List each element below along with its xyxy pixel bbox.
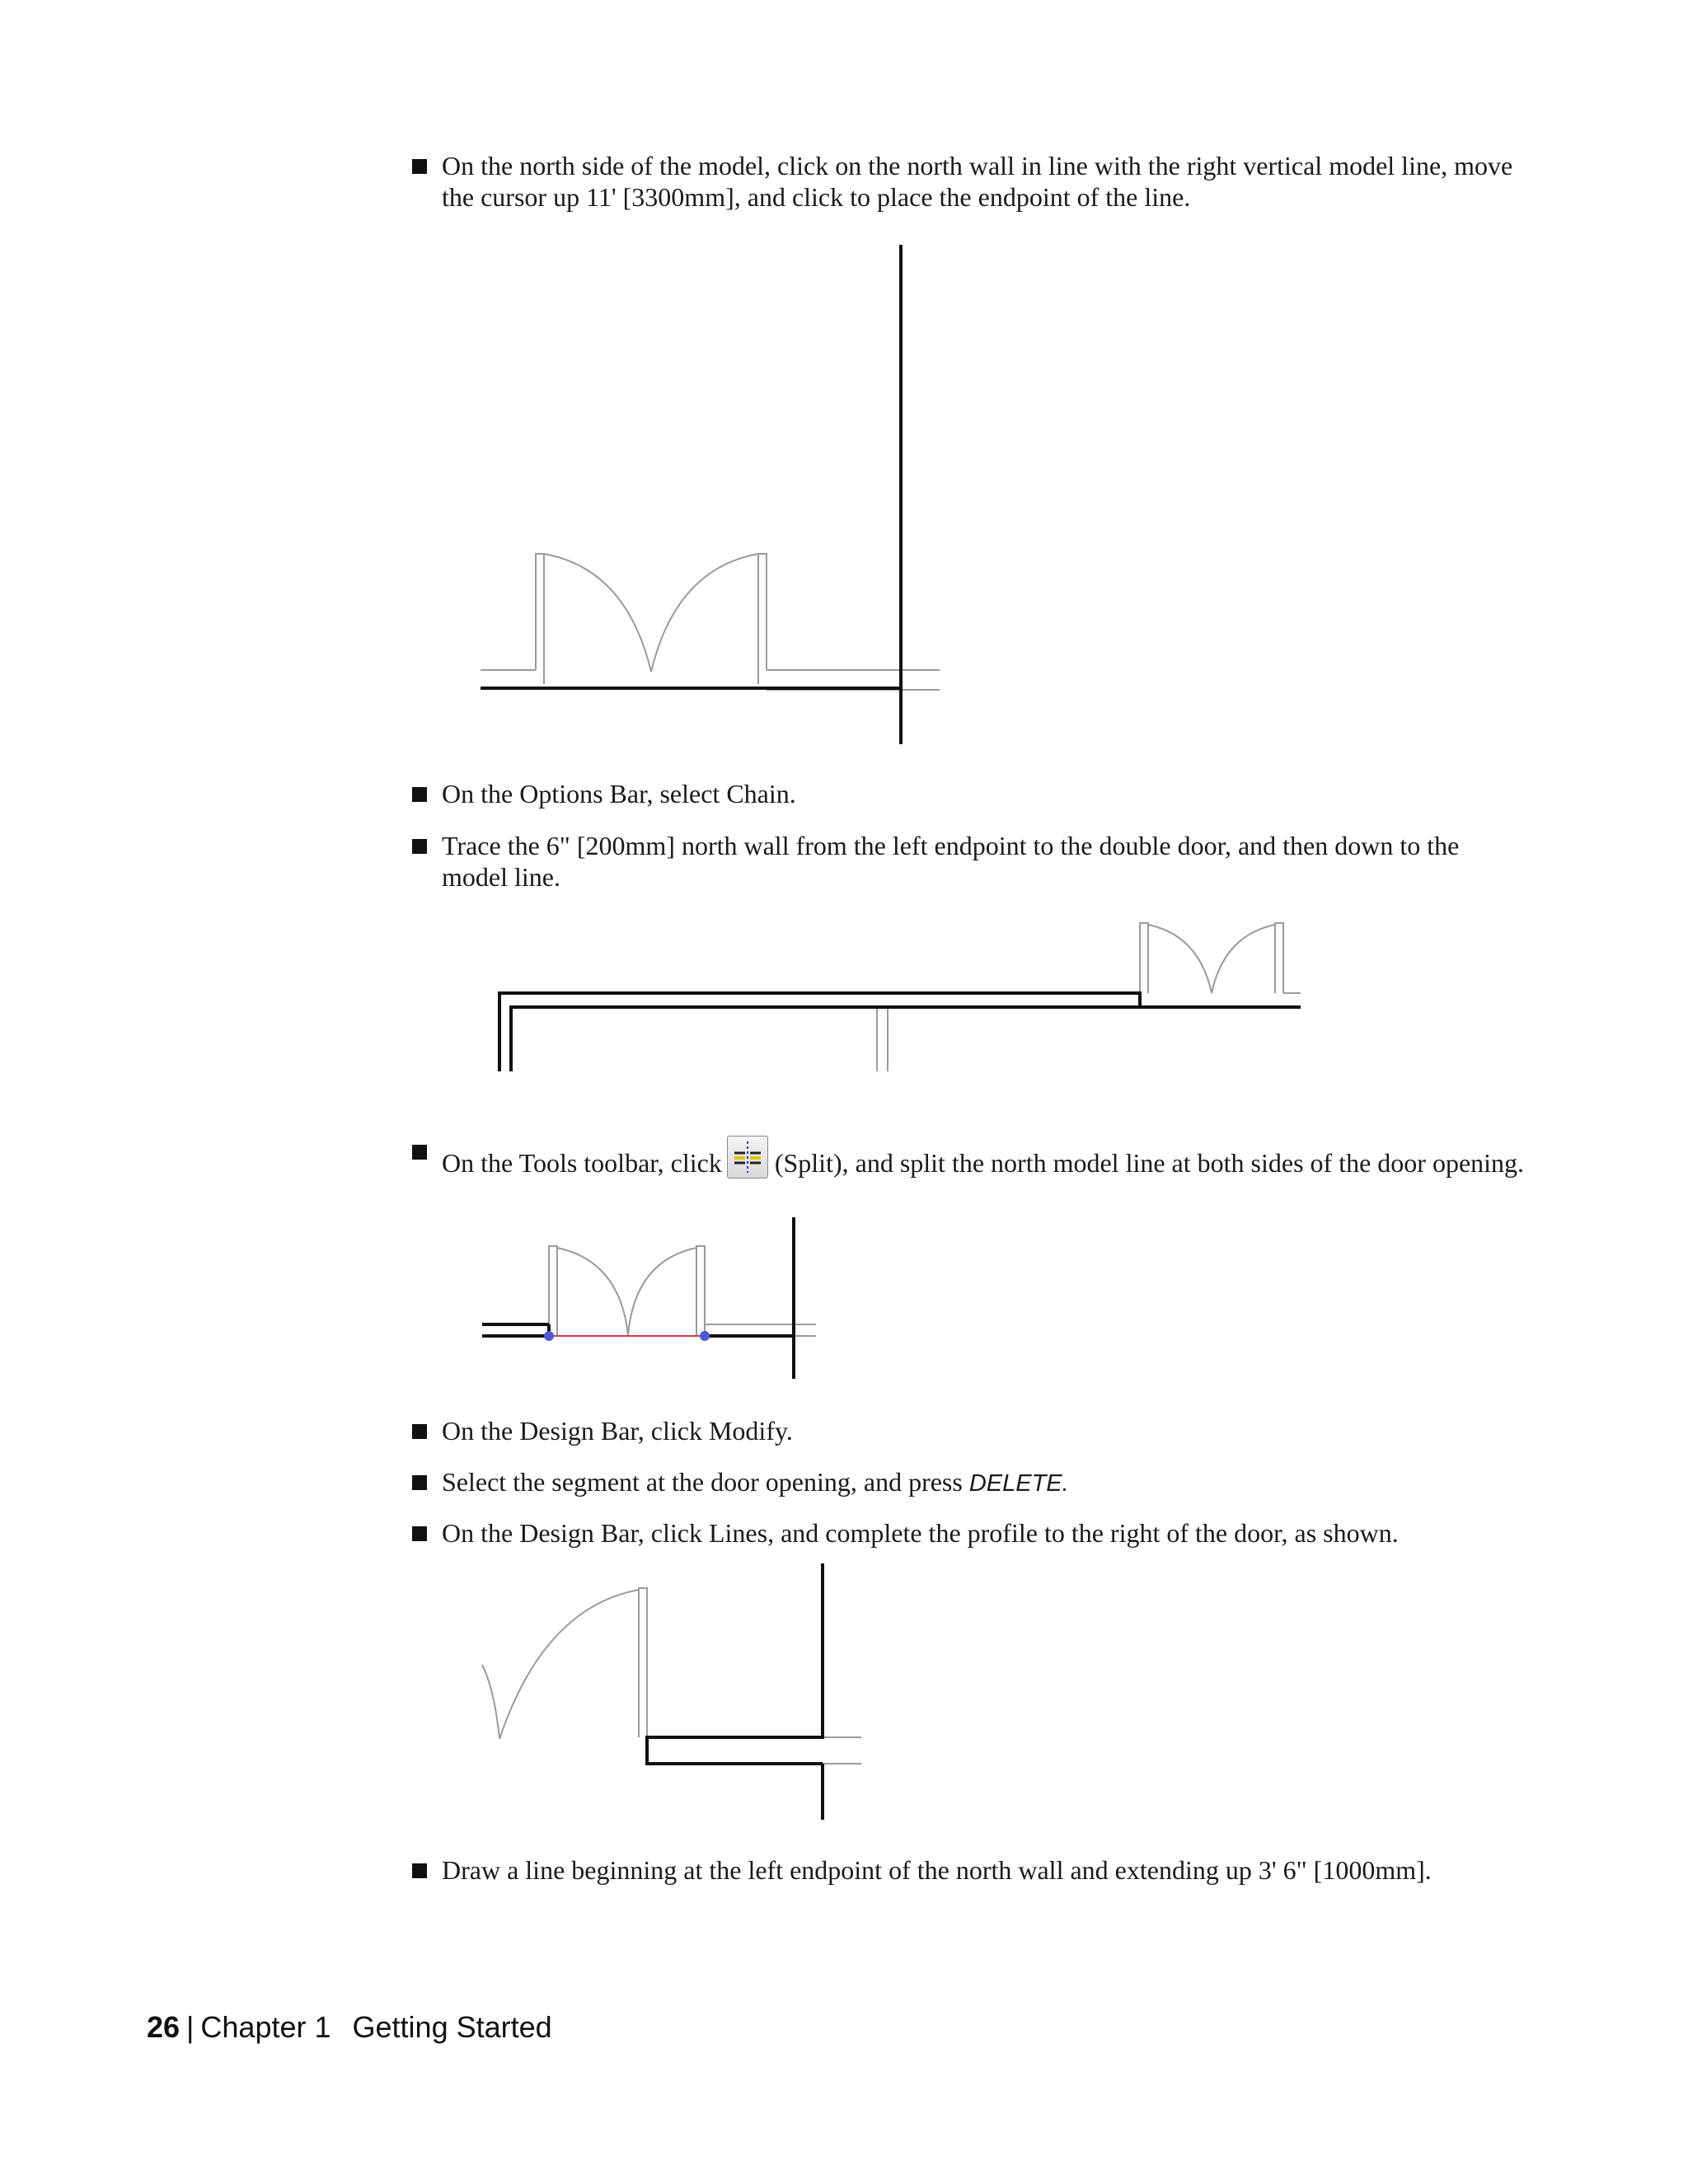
instruction-step-8	[442, 1854, 1530, 1886]
step-text: On the Options Bar, select Chain.	[442, 779, 796, 808]
instruction-step-1	[442, 150, 1530, 213]
bullet-icon	[412, 1145, 427, 1160]
instruction-step-5	[442, 1415, 1530, 1446]
split-tool-icon[interactable]	[727, 1136, 768, 1179]
bullet-icon	[412, 787, 427, 802]
step-text: On the Design Bar, click Lines, and complete the profile to the right of the door, as shown.	[442, 1518, 1399, 1548]
step-text-before: On the Tools toolbar, click	[442, 1148, 722, 1178]
bullet-icon	[412, 1863, 427, 1878]
figure-chain-trace-wall	[486, 915, 1311, 1080]
bullet-icon	[412, 1424, 427, 1439]
instruction-step-3	[442, 830, 1530, 893]
page-footer	[147, 2009, 552, 2046]
figure-north-wall-vertical-line	[462, 239, 956, 766]
chapter-title: Getting Started	[352, 2010, 552, 2044]
figure-split-door-opening	[474, 1212, 828, 1385]
page-number: 26	[147, 2010, 181, 2044]
figure-completed-profile	[470, 1558, 874, 1830]
step-text: Trace the 6" [200mm] north wall from the left endpoint to the double door, and then down to the model line.	[442, 831, 1460, 892]
chapter-label: Chapter 1	[200, 2010, 331, 2044]
step-text: On the Design Bar, click Modify.	[442, 1416, 793, 1446]
step-text: Draw a line beginning at the left endpoint of the north wall and extending up 3' 6" [1000mm].	[442, 1855, 1432, 1885]
bullet-icon	[412, 159, 427, 174]
keyboard-key: DELETE.	[968, 1470, 1069, 1497]
instruction-step-2	[442, 778, 1530, 809]
instruction-step-4	[442, 1136, 1530, 1179]
bullet-icon	[412, 1526, 427, 1541]
step-text-before: Select the segment at the door opening, and press	[442, 1467, 969, 1497]
instruction-step-7	[442, 1517, 1530, 1549]
bullet-icon	[412, 1475, 427, 1490]
bullet-icon	[412, 839, 427, 854]
step-text-after: (Split), and split the north model line at both sides of the door opening.	[774, 1148, 1525, 1178]
footer-separator: |	[186, 2010, 195, 2044]
step-text: On the north side of the model, click on the north wall in line with the right vertical model line, move the cursor up 11' [3300mm], and click to place the endpoint of the line.	[442, 151, 1513, 212]
instruction-step-6	[442, 1466, 1530, 1499]
